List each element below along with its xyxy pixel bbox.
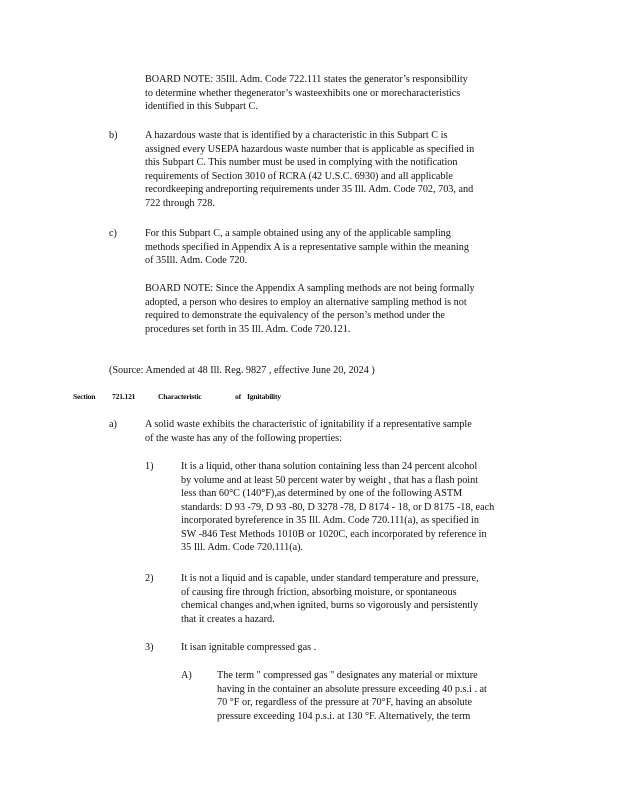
text-line: BOARD NOTE: Since the Appendix A sampling methods are not being formally <box>145 283 475 294</box>
subsection-a-text <box>145 418 530 445</box>
text-line: SW -846 Test Methods 1010B or 1020C, each incorporated by reference in <box>181 528 487 540</box>
item-1-text <box>181 460 541 555</box>
text-line: 70 °F or, regardless of the pressure at 70°F, having an absolute <box>217 697 473 708</box>
text-line: incorporated byreference in 35 Ill. Adm. Code 720.111(a), as specified in <box>181 515 479 526</box>
section-title-of: of <box>235 392 241 401</box>
text-line: of the waste has any of the following properties: <box>145 432 342 444</box>
text-line: assigned every USEPA hazardous waste number that is applicable as specified in <box>145 143 475 155</box>
subsection-marker-a: a) <box>109 419 117 430</box>
text-line: less than 60°C (140°F),as determined by one of the following ASTM <box>181 488 463 499</box>
board-note-1 <box>145 73 520 114</box>
text-line: requirements of Section 3010 of RCRA (42 U.S.C. 6930) and all applicable <box>145 170 453 182</box>
item-marker-2: 2) <box>145 573 154 584</box>
item-3-text <box>181 641 381 655</box>
subsection-b-text <box>145 129 537 210</box>
item-2-text <box>181 572 531 626</box>
text-line: It isan ignitable compressed gas . <box>181 642 317 653</box>
text-line: (Source: Amended at 48 Ill. Reg. 9827 , effective June 20, 2024 ) <box>109 365 375 376</box>
section-title: Characteristic <box>158 392 202 401</box>
text-line: recordkeeping andreporting requirements under 35 Ill. Adm. Code 702, 703, and <box>145 184 474 195</box>
text-line: A solid waste exhibits the characteristic of ignitability if a representative sample <box>145 419 472 430</box>
text-line: of causing fire through friction, absorbing moisture, or spontaneous <box>181 586 457 598</box>
item-A-text <box>217 669 537 723</box>
text-line: this Subpart C. This number must be used in complying with the notification <box>145 157 458 168</box>
item-marker-1: 1) <box>145 461 154 472</box>
text-line: adopted, a person who desires to employ an alternative sampling method is not <box>145 296 467 308</box>
board-note-2 <box>145 282 530 336</box>
text-line: chemical changes and,when ignited, burns so vigorously and persistently <box>181 600 479 611</box>
text-line: required to demonstrate the equivalency of the person’s method under the <box>145 310 445 321</box>
text-line: It is not a liquid and is capable, under standard temperature and pressure, <box>181 573 479 584</box>
text-line: pressure exceeding 104 p.s.i. at 130 °F. Alternatively, the term <box>217 710 471 722</box>
text-line: A hazardous waste that is identified by a characteristic in this Subpart C is <box>145 130 448 141</box>
text-line: to determine whether thegenerator’s wasteexhibits one or morecharacteristics <box>145 87 461 99</box>
text-line: For this Subpart C, a sample obtained using any of the applicable sampling <box>145 228 451 239</box>
subsection-c-text <box>145 227 525 268</box>
section-label: Section <box>73 392 96 401</box>
text-line: 35 Ill. Adm. Code 720.111(a). <box>181 542 304 553</box>
subsection-marker-c: c) <box>109 228 117 239</box>
section-subject: Ignitability <box>247 392 281 401</box>
source-note <box>109 364 439 378</box>
subsection-marker-b: b) <box>109 130 118 141</box>
text-line: having in the container an absolute pressure exceeding 40 p.s.i . at <box>217 683 487 695</box>
text-line: The term " compressed gas " designates any material or mixture <box>217 670 478 681</box>
item-marker-A: A) <box>181 670 192 681</box>
section-number: 721.121 <box>112 392 136 401</box>
text-line: BOARD NOTE: 35Ill. Adm. Code 722.111 states the generator’s responsibility <box>145 74 468 85</box>
text-line: that it creates a hazard. <box>181 613 275 625</box>
text-line: procedures set forth in 35 Ill. Adm. Code 720.121. <box>145 323 351 335</box>
item-marker-3: 3) <box>145 642 154 653</box>
text-line: standards: D 93 -79, D 93 -80, D 3278 -78, D 8174 - 18, or D 8175 -18, each <box>181 501 495 513</box>
text-line: methods specified in Appendix A is a representative sample within the meaning <box>145 241 469 253</box>
text-line: by volume and at least 50 percent water by weight , that has a flash point <box>181 474 479 486</box>
text-line: 722 through 728. <box>145 197 215 209</box>
text-line: identified in this Subpart C. <box>145 101 258 112</box>
text-line: of 35Ill. Adm. Code 720. <box>145 255 248 266</box>
text-line: It is a liquid, other thana solution containing less than 24 percent alcohol <box>181 461 478 472</box>
